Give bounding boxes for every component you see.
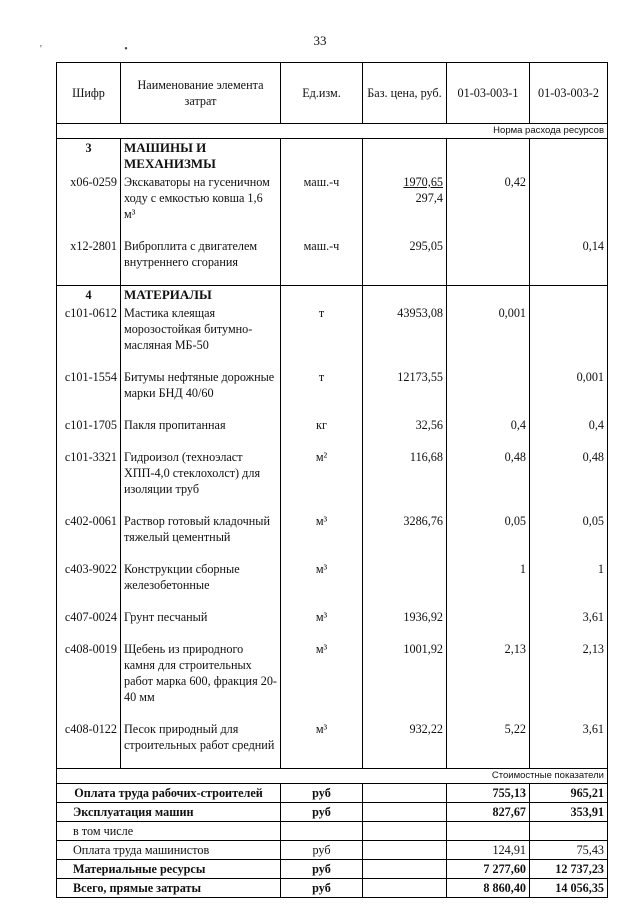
row-value-col1: 0,001 xyxy=(447,304,530,354)
resource-table xyxy=(56,62,608,898)
empty-cell xyxy=(281,402,363,416)
empty-cell xyxy=(281,546,363,560)
totals-value-col1: 755,13 xyxy=(447,784,530,803)
row-spacer xyxy=(57,754,608,769)
table-row xyxy=(57,560,608,594)
section-title: МАШИНЫ И МЕХАНИЗМЫ xyxy=(121,139,281,174)
empty-cell xyxy=(363,803,447,822)
empty-cell xyxy=(447,354,530,368)
row-value-col1: 2,13 xyxy=(447,640,530,706)
table-row xyxy=(57,608,608,626)
row-unit: м³ xyxy=(281,720,363,754)
empty-cell xyxy=(281,271,363,286)
totals-value-col1 xyxy=(447,822,530,841)
row-spacer xyxy=(57,271,608,286)
empty-cell xyxy=(121,626,281,640)
empty-cell xyxy=(281,594,363,608)
empty-cell xyxy=(281,498,363,512)
totals-value-col2: 965,21 xyxy=(530,784,608,803)
row-price-cell xyxy=(363,640,447,706)
totals-row xyxy=(57,803,608,822)
row-price: 32,56 xyxy=(415,418,443,432)
empty-cell xyxy=(121,434,281,448)
norm-label: Норма расхода ресурсов xyxy=(57,124,608,139)
empty-cell xyxy=(363,841,447,860)
totals-label: Всего, прямые затраты xyxy=(57,879,281,898)
empty-cell xyxy=(281,286,363,305)
row-unit: т xyxy=(281,304,363,354)
empty-cell xyxy=(281,139,363,174)
row-spacer xyxy=(57,706,608,720)
cost-label: Стоимостные показатели xyxy=(57,769,608,784)
empty-cell xyxy=(281,434,363,448)
empty-cell xyxy=(281,354,363,368)
row-name: Гидроизол (техноэласт ХПП-4,0 стеклохолст) для изоляции труб xyxy=(121,448,281,498)
empty-cell xyxy=(57,594,121,608)
empty-cell xyxy=(447,434,530,448)
row-unit: м² xyxy=(281,448,363,498)
row-code: с402-0061 xyxy=(57,512,121,546)
row-code: х12-2801 xyxy=(57,237,121,271)
header-unit: Ед.изм. xyxy=(281,63,363,124)
empty-cell xyxy=(363,402,447,416)
cost-label-row xyxy=(57,769,608,784)
empty-cell xyxy=(447,706,530,720)
row-unit: маш.-ч xyxy=(281,237,363,271)
totals-row xyxy=(57,822,608,841)
table-row xyxy=(57,720,608,754)
totals-unit: руб xyxy=(281,784,363,803)
empty-cell xyxy=(363,879,447,898)
empty-cell xyxy=(57,498,121,512)
row-value-col1 xyxy=(447,237,530,271)
row-value-col2: 0,001 xyxy=(530,368,608,402)
row-price: 932,22 xyxy=(409,722,443,736)
totals-label: Оплата труда рабочих-строителей xyxy=(57,784,281,803)
totals-unit xyxy=(281,822,363,841)
table-row xyxy=(57,512,608,546)
empty-cell xyxy=(57,271,121,286)
empty-cell xyxy=(363,754,447,769)
row-price: 295,05 xyxy=(409,239,443,253)
empty-cell xyxy=(121,706,281,720)
totals-label: Материальные ресурсы xyxy=(57,860,281,879)
table-row xyxy=(57,304,608,354)
row-value-col2 xyxy=(530,173,608,223)
empty-cell xyxy=(530,354,608,368)
empty-cell xyxy=(363,626,447,640)
empty-cell xyxy=(530,402,608,416)
empty-cell xyxy=(447,626,530,640)
row-price: 3286,76 xyxy=(403,514,443,528)
totals-row xyxy=(57,841,608,860)
row-unit: м³ xyxy=(281,512,363,546)
empty-cell xyxy=(121,546,281,560)
row-spacer xyxy=(57,354,608,368)
empty-cell xyxy=(363,139,447,174)
empty-cell xyxy=(530,286,608,305)
row-value-col2: 0,48 xyxy=(530,448,608,498)
row-unit: м³ xyxy=(281,608,363,626)
totals-row xyxy=(57,784,608,803)
empty-cell xyxy=(530,223,608,237)
row-price-cell xyxy=(363,173,447,223)
row-value-col2: 3,61 xyxy=(530,720,608,754)
empty-cell xyxy=(121,271,281,286)
row-code: х06-0259 xyxy=(57,173,121,223)
row-value-col1: 0,48 xyxy=(447,448,530,498)
row-value-col1: 5,22 xyxy=(447,720,530,754)
empty-cell xyxy=(530,498,608,512)
row-code: с403-9022 xyxy=(57,560,121,594)
totals-row xyxy=(57,860,608,879)
empty-cell xyxy=(363,271,447,286)
empty-cell xyxy=(57,434,121,448)
row-code: с408-0122 xyxy=(57,720,121,754)
totals-value-col1: 8 860,40 xyxy=(447,879,530,898)
row-value-col2: 3,61 xyxy=(530,608,608,626)
section-title: МАТЕРИАЛЫ xyxy=(121,286,281,305)
empty-cell xyxy=(363,223,447,237)
empty-cell xyxy=(281,706,363,720)
row-price-secondary: 297,4 xyxy=(415,191,443,205)
table-row xyxy=(57,640,608,706)
row-value-col2: 1 xyxy=(530,560,608,594)
row-unit: м³ xyxy=(281,560,363,594)
row-code: с101-0612 xyxy=(57,304,121,354)
row-unit: м³ xyxy=(281,640,363,706)
empty-cell xyxy=(57,402,121,416)
row-price-cell xyxy=(363,237,447,271)
header-code: Шифр xyxy=(57,63,121,124)
row-value-col1: 0,4 xyxy=(447,416,530,434)
row-unit: т xyxy=(281,368,363,402)
row-name: Мастика клеящая морозостойкая битумно-масляная МБ-50 xyxy=(121,304,281,354)
row-price: 1001,92 xyxy=(403,642,443,656)
header-price: Баз. цена, руб. xyxy=(363,63,447,124)
empty-cell xyxy=(447,754,530,769)
empty-cell xyxy=(447,546,530,560)
empty-cell xyxy=(363,434,447,448)
row-price: 116,68 xyxy=(409,450,443,464)
row-code: с101-1554 xyxy=(57,368,121,402)
empty-cell xyxy=(447,271,530,286)
row-spacer xyxy=(57,402,608,416)
row-price-cell xyxy=(363,512,447,546)
row-value-col1 xyxy=(447,608,530,626)
row-value-col1 xyxy=(447,368,530,402)
table-row xyxy=(57,237,608,271)
row-spacer xyxy=(57,223,608,237)
empty-cell xyxy=(121,594,281,608)
empty-cell xyxy=(363,546,447,560)
empty-cell xyxy=(447,223,530,237)
empty-cell xyxy=(447,498,530,512)
row-unit: кг xyxy=(281,416,363,434)
row-code: с101-1705 xyxy=(57,416,121,434)
page-number: 33 xyxy=(313,33,327,48)
row-unit: маш.-ч xyxy=(281,173,363,223)
totals-unit: руб xyxy=(281,860,363,879)
row-price: 1936,92 xyxy=(403,610,443,624)
row-price-cell xyxy=(363,416,447,434)
empty-cell xyxy=(447,286,530,305)
empty-cell xyxy=(363,594,447,608)
row-price-cell xyxy=(363,448,447,498)
header-col2: 01-03-003-2 xyxy=(530,63,608,124)
totals-row xyxy=(57,879,608,898)
scan-specks: ' • xyxy=(40,44,168,55)
row-price-cell xyxy=(363,368,447,402)
row-value-col2 xyxy=(530,304,608,354)
empty-cell xyxy=(281,626,363,640)
totals-label: Оплата труда машинистов xyxy=(57,841,281,860)
row-code: с408-0019 xyxy=(57,640,121,706)
table-row xyxy=(57,173,608,223)
row-name: Конструкции сборные железобетонные xyxy=(121,560,281,594)
section-heading xyxy=(57,139,608,174)
totals-value-col2: 14 056,35 xyxy=(530,879,608,898)
row-price-cell xyxy=(363,720,447,754)
row-price-cell xyxy=(363,560,447,594)
row-value-col2: 0,4 xyxy=(530,416,608,434)
row-name: Раствор готовый кладочный тяжелый цементный xyxy=(121,512,281,546)
section-number: 4 xyxy=(57,286,121,305)
row-name: Щебень из природного камня для строительных работ марка 600, фракция 20-40 мм xyxy=(121,640,281,706)
empty-cell xyxy=(121,354,281,368)
header-col1: 01-03-003-1 xyxy=(447,63,530,124)
empty-cell xyxy=(121,223,281,237)
empty-cell xyxy=(57,354,121,368)
empty-cell xyxy=(57,546,121,560)
totals-unit: руб xyxy=(281,841,363,860)
row-name: Песок природный для строительных работ средний xyxy=(121,720,281,754)
empty-cell xyxy=(530,434,608,448)
totals-value-col2: 75,43 xyxy=(530,841,608,860)
totals-label: Эксплуатация машин xyxy=(57,803,281,822)
row-spacer xyxy=(57,498,608,512)
empty-cell xyxy=(530,271,608,286)
row-spacer xyxy=(57,594,608,608)
section-heading xyxy=(57,286,608,305)
row-price-cell xyxy=(363,304,447,354)
empty-cell xyxy=(530,754,608,769)
row-name: Виброплита с двигателем внутреннего сгорания xyxy=(121,237,281,271)
empty-cell xyxy=(363,784,447,803)
table-header xyxy=(57,63,608,124)
row-name: Битумы нефтяные дорожные марки БНД 40/60 xyxy=(121,368,281,402)
empty-cell xyxy=(447,139,530,174)
empty-cell xyxy=(363,706,447,720)
empty-cell xyxy=(530,626,608,640)
empty-cell xyxy=(363,354,447,368)
empty-cell xyxy=(121,754,281,769)
row-name: Грунт песчаный xyxy=(121,608,281,626)
row-price-cell xyxy=(363,608,447,626)
row-price: 1970,65 xyxy=(403,175,443,189)
row-value-col1: 1 xyxy=(447,560,530,594)
empty-cell xyxy=(57,223,121,237)
row-value-col1: 0,05 xyxy=(447,512,530,546)
row-code: с407-0024 xyxy=(57,608,121,626)
empty-cell xyxy=(281,223,363,237)
row-price: 43953,08 xyxy=(397,306,443,320)
empty-cell xyxy=(363,286,447,305)
row-value-col1: 0,42 xyxy=(447,173,530,223)
totals-value-col2 xyxy=(530,822,608,841)
totals-value-col2: 353,91 xyxy=(530,803,608,822)
empty-cell xyxy=(530,594,608,608)
header-name: Наименование элемента затрат xyxy=(121,63,281,124)
empty-cell xyxy=(281,754,363,769)
empty-cell xyxy=(447,402,530,416)
empty-cell xyxy=(121,498,281,512)
empty-cell xyxy=(530,706,608,720)
empty-cell xyxy=(57,754,121,769)
table-row xyxy=(57,368,608,402)
empty-cell xyxy=(57,706,121,720)
totals-value-col1: 827,67 xyxy=(447,803,530,822)
empty-cell xyxy=(121,402,281,416)
row-spacer xyxy=(57,434,608,448)
row-value-col2: 2,13 xyxy=(530,640,608,706)
totals-value-col2: 12 737,23 xyxy=(530,860,608,879)
totals-unit: руб xyxy=(281,879,363,898)
row-name: Экскаваторы на гусеничном ходу с емкостью ковша 1,6 м³ xyxy=(121,173,281,223)
table-row xyxy=(57,448,608,498)
row-value-col2: 0,05 xyxy=(530,512,608,546)
row-spacer xyxy=(57,546,608,560)
norm-label-row xyxy=(57,124,608,139)
totals-value-col1: 124,91 xyxy=(447,841,530,860)
empty-cell xyxy=(530,546,608,560)
empty-cell xyxy=(363,822,447,841)
totals-unit: руб xyxy=(281,803,363,822)
section-number: 3 xyxy=(57,139,121,174)
totals-value-col1: 7 277,60 xyxy=(447,860,530,879)
row-code: с101-3321 xyxy=(57,448,121,498)
empty-cell xyxy=(447,594,530,608)
totals-label: в том числе xyxy=(57,822,281,841)
empty-cell xyxy=(57,626,121,640)
row-price: 12173,55 xyxy=(397,370,443,384)
empty-cell xyxy=(530,139,608,174)
row-spacer xyxy=(57,626,608,640)
row-value-col2: 0,14 xyxy=(530,237,608,271)
table-row xyxy=(57,416,608,434)
empty-cell xyxy=(363,498,447,512)
empty-cell xyxy=(363,860,447,879)
row-name: Пакля пропитанная xyxy=(121,416,281,434)
